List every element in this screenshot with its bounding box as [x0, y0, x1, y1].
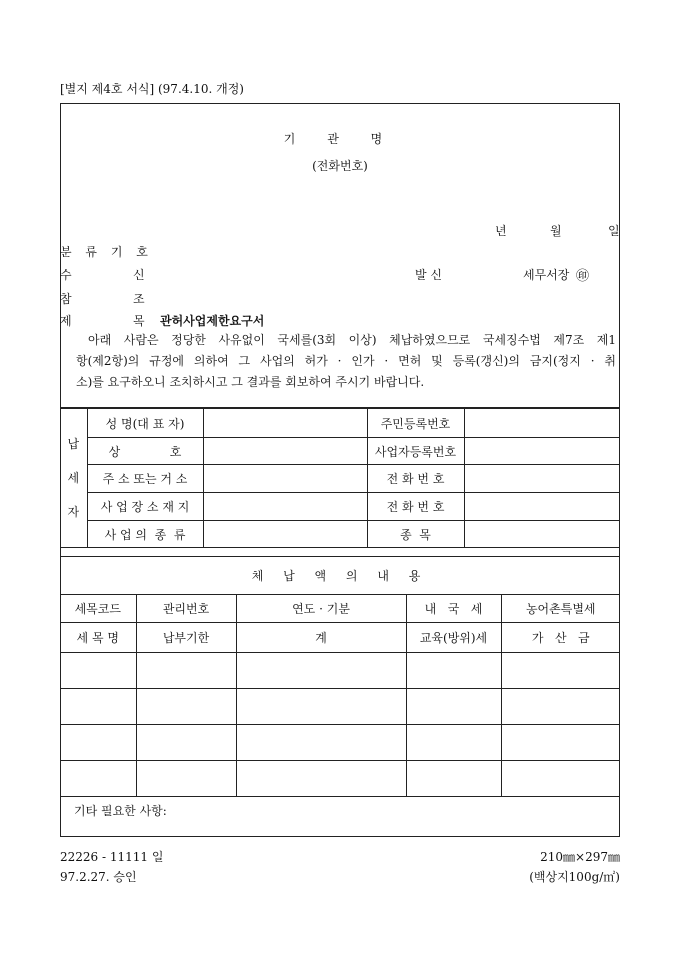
arrears-cell[interactable]: [406, 653, 501, 689]
arrears-cell[interactable]: [406, 761, 501, 797]
arrears-row: [60, 689, 620, 725]
body-line-2: 항(제2항)의 규정에 의하여 그 사업의 허가 · 인가 · 면허 및 등록(갱신)의 금지(정지 · 취: [76, 354, 616, 368]
arrears-cell[interactable]: [406, 725, 501, 761]
seal-icon: ㊞: [576, 269, 590, 284]
subject-value: 관허사업제한요구서: [160, 314, 265, 328]
reference-label-2: 조: [133, 292, 145, 306]
trade-name-value[interactable]: [203, 438, 367, 465]
resident-number-label: 주민등록번호: [367, 409, 464, 438]
business-number-label: 사업자등록번호: [367, 438, 464, 465]
arrears-cell[interactable]: [60, 725, 136, 761]
body-line-1: 아래 사람은 정당한 사유없이 국세를(3회 이상) 체납하였으므로 국세징수법 제7조 제1: [88, 333, 616, 347]
taxpayer-side-label: [60, 409, 87, 548]
footer-paper: (백상지100g/㎡): [529, 870, 620, 884]
sender-label: 발 신: [415, 268, 442, 282]
phone-label-1: 전 화 번 호: [367, 465, 464, 493]
col-education-tax: 교육(방위)세: [406, 623, 501, 653]
col-penalty: 가 산 금: [501, 623, 620, 653]
subject-label-2: 목: [133, 314, 145, 328]
arrears-row: [60, 653, 620, 689]
arrears-cell[interactable]: [501, 725, 620, 761]
phone-value-1[interactable]: [464, 465, 620, 493]
arrears-cell[interactable]: [501, 653, 620, 689]
form-header: [별지 제4호 서식] (97.4.10. 개정): [60, 82, 244, 96]
date-day: 일: [608, 224, 620, 238]
col-due-date: 납부기한: [136, 623, 236, 653]
arrears-cell[interactable]: [136, 653, 236, 689]
side-char-1: 납: [67, 437, 80, 451]
date-month: 월: [550, 224, 562, 238]
arrears-cell[interactable]: [406, 689, 501, 725]
col-year-period: 연도 · 기분: [236, 595, 406, 623]
col-manage-number: 관리번호: [136, 595, 236, 623]
arrears-table: [60, 556, 620, 797]
body-paragraph: [64, 330, 616, 393]
taxpayer-name-value[interactable]: [203, 409, 367, 438]
date-year: 년: [495, 224, 507, 238]
business-number-value[interactable]: [464, 438, 620, 465]
col-tax-code: 세목코드: [60, 595, 136, 623]
arrears-row: [60, 725, 620, 761]
col-tax-name: 세 목 명: [60, 623, 136, 653]
item-label: 종 목: [367, 521, 464, 548]
col-national-tax: 내 국 세: [406, 595, 501, 623]
business-location-value[interactable]: [203, 493, 367, 521]
recipient-label: 수: [60, 268, 72, 282]
arrears-cell[interactable]: [136, 689, 236, 725]
taxpayer-name-label: 성 명(대 표 자): [87, 409, 203, 438]
footer-approval: 97.2.27. 승인: [60, 870, 137, 884]
taxpayer-table: [60, 408, 620, 548]
sender-value: 세무서장: [523, 268, 570, 282]
col-rural-tax: 농어촌특별세: [501, 595, 620, 623]
arrears-cell[interactable]: [236, 653, 406, 689]
arrears-cell[interactable]: [60, 653, 136, 689]
resident-number-value[interactable]: [464, 409, 620, 438]
arrears-cell[interactable]: [136, 725, 236, 761]
phone-label-2: 전 화 번 호: [367, 493, 464, 521]
col-total: 계: [236, 623, 406, 653]
subject-label: 제: [60, 314, 72, 328]
agency-phone: (전화번호): [312, 159, 368, 173]
arrears-cell[interactable]: [236, 689, 406, 725]
item-value[interactable]: [464, 521, 620, 548]
trade-name-label: 상 호: [87, 438, 203, 465]
business-location-label: 사 업 장 소 재 지: [87, 493, 203, 521]
business-type-label: 사 업 의 종 류: [87, 521, 203, 548]
arrears-cell[interactable]: [236, 725, 406, 761]
address-label: 주 소 또는 거 소: [87, 465, 203, 493]
arrears-cell[interactable]: [60, 761, 136, 797]
other-notes-label: 기타 필요한 사항:: [74, 804, 167, 818]
side-char-2: 세: [67, 471, 80, 485]
arrears-cell[interactable]: [136, 761, 236, 797]
arrears-cell[interactable]: [501, 761, 620, 797]
footer-code: 22226 - 11111 일: [60, 850, 164, 864]
business-type-value[interactable]: [203, 521, 367, 548]
arrears-cell[interactable]: [501, 689, 620, 725]
reference-label: 참: [60, 292, 72, 306]
arrears-title: 체 납 액 의 내 용: [60, 557, 620, 595]
recipient-label-2: 신: [133, 268, 145, 282]
address-value[interactable]: [203, 465, 367, 493]
arrears-cell[interactable]: [60, 689, 136, 725]
phone-value-2[interactable]: [464, 493, 620, 521]
classification-label: 분 류 기 호: [60, 245, 153, 259]
agency-name: 기 관 명: [283, 132, 397, 146]
side-char-3: 자: [67, 505, 80, 519]
footer-size: 210㎜×297㎜: [540, 850, 620, 864]
body-line-3: 소)를 요구하오니 조치하시고 그 결과를 회보하여 주시기 바랍니다.: [76, 375, 425, 389]
arrears-cell[interactable]: [236, 761, 406, 797]
arrears-row: [60, 761, 620, 797]
